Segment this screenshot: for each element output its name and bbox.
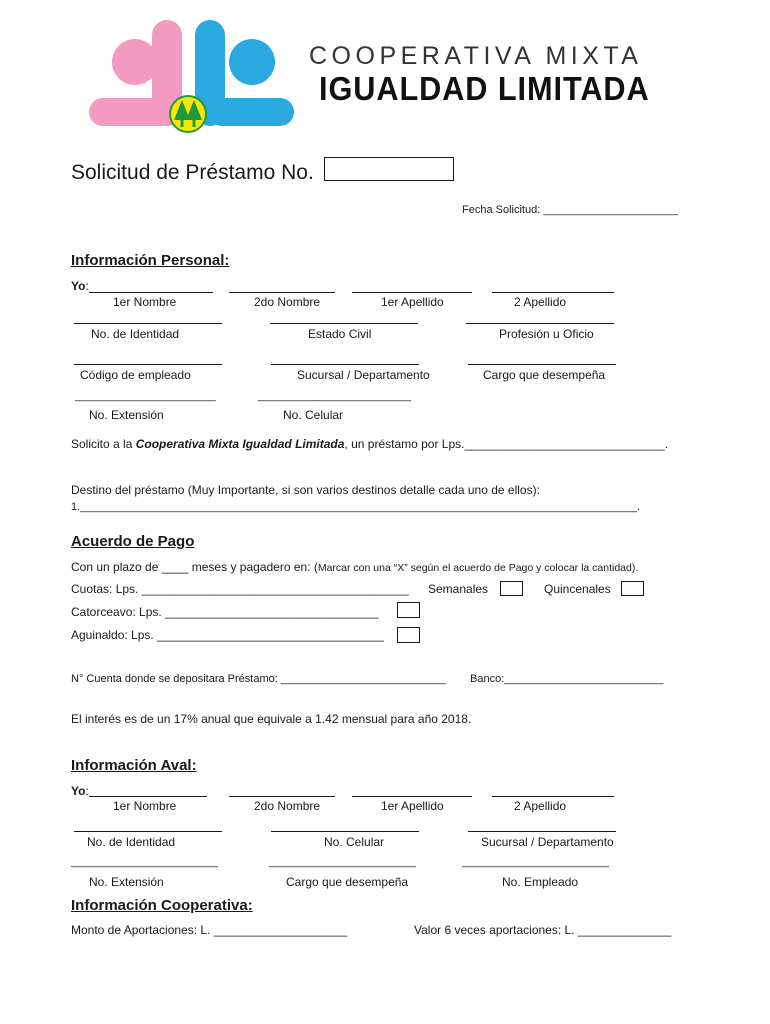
request-date-field[interactable]: Fecha Solicitud: ______________________ [462,204,678,216]
six-times-contributions-field[interactable]: Valor 6 veces aportaciones: L. ______________ [414,923,672,937]
weekly-checkbox[interactable] [500,581,523,596]
guarantor-label-extension: No. Extensión [89,875,164,889]
guarantor-yo-label: Yo: [71,784,89,798]
loan-purpose-label: Destino del préstamo (Muy Importante, si son varios destinos detalle cada uno de ellos): [71,483,540,497]
guarantor-label-first-surname: 1er Apellido [381,799,444,813]
deposit-account-field[interactable]: N° Cuenta donde se depositara Préstamo: ___________________________ [71,673,447,685]
employee-code-line[interactable] [74,364,222,365]
weekly-label: Semanales [428,582,489,596]
cellphone-line[interactable]: _________________________ [258,390,411,402]
section-heading-cooperative: Información Cooperativa: [71,897,253,914]
guarantor-label-cellphone: No. Celular [324,835,385,849]
second-name-line[interactable] [229,292,335,293]
loan-number-field[interactable] [324,157,454,181]
guarantor-employee-number-line[interactable]: ________________________ [462,856,609,868]
guarantor-branch-line[interactable] [468,831,616,832]
installments-field[interactable]: Cuotas: Lps. ________________________________________ [71,582,409,596]
brand-name-line1: COOPERATIVA MIXTA [309,42,643,70]
guarantor-first-name-line[interactable] [89,796,207,797]
guarantor-extension-line[interactable]: ________________________ [71,856,218,868]
first-name-line[interactable] [89,292,213,293]
bank-field[interactable]: Banco:__________________________ [470,673,664,685]
label-employee-code: Código de empleado [80,368,191,382]
guarantor-label-branch: Sucursal / Departamento [481,835,614,849]
label-second-name: 2do Nombre [254,295,321,309]
fourteenth-salary-field[interactable]: Catorceavo: Lps. ________________________________ [71,605,379,619]
label-cellphone: No. Celular [283,408,344,422]
identity-line[interactable] [74,323,222,324]
logo-pink-figure [89,20,182,126]
extension-line[interactable]: _______________________ [75,390,216,402]
civil-status-line[interactable] [270,323,418,324]
christmas-bonus-checkbox[interactable] [397,627,420,643]
biweekly-checkbox[interactable] [621,581,644,596]
guarantor-label-second-name: 2do Nombre [254,799,321,813]
fourteenth-salary-checkbox[interactable] [397,602,420,618]
guarantor-label-employee-number: No. Empleado [502,875,579,889]
cooperative-logo [88,16,298,136]
contributions-amount-field[interactable]: Monto de Aportaciones: L. ____________________ [71,923,348,937]
christmas-bonus-field[interactable]: Aguinaldo: Lps. __________________________________ [71,628,384,642]
logo-blue-figure [195,20,294,126]
position-line[interactable] [468,364,616,365]
label-position: Cargo que desempeña [483,368,606,382]
guarantor-identity-line[interactable] [74,831,222,832]
guarantor-cellphone-line[interactable] [271,831,419,832]
yo-label: Yo: [71,279,89,293]
label-identity: No. de Identidad [91,327,180,341]
guarantor-label-position: Cargo que desempeña [286,875,409,889]
label-first-name: 1er Nombre [113,295,177,309]
guarantor-position-line[interactable]: ________________________ [269,856,416,868]
first-surname-line[interactable] [352,292,472,293]
label-first-surname: 1er Apellido [381,295,444,309]
label-civil-status: Estado Civil [308,327,372,341]
loan-request-statement[interactable]: Solicito a la Cooperativa Mixta Igualdad Limitada, un préstamo por Lps.______________________________. [71,437,669,451]
section-heading-personal: Información Personal: [71,252,230,269]
guarantor-label-second-surname: 2 Apellido [514,799,567,813]
brand-name-line2: IGUALDAD LIMITADA [319,70,650,107]
guarantor-first-surname-line[interactable] [352,796,472,797]
second-surname-line[interactable] [492,292,614,293]
label-profession: Profesión u Oficio [499,327,594,341]
label-branch: Sucursal / Departamento [297,368,430,382]
guarantor-label-first-name: 1er Nombre [113,799,177,813]
biweekly-label: Quincenales [544,582,611,596]
page-title: Solicitud de Préstamo No. [71,161,314,184]
section-heading-guarantor: Información Aval: [71,757,197,774]
branch-line[interactable] [271,364,419,365]
loan-purpose-line[interactable]: 1.___________________________________________________________________________________________. [71,501,640,513]
pine-trees-icon [170,96,206,132]
section-heading-payment: Acuerdo de Pago [71,533,195,550]
guarantor-second-name-line[interactable] [229,796,335,797]
interest-rate-statement: El interés es de un 17% anual que equivale a 1.42 mensual para año 2018. [71,712,472,726]
label-second-surname: 2 Apellido [514,295,567,309]
payment-term[interactable]: Con un plazo de ____ meses y pagadero en: (Marcar con una “X” según el acuerdo de Pago y colocar la cantidad). [71,560,639,574]
profession-line[interactable] [466,323,614,324]
guarantor-second-surname-line[interactable] [492,796,614,797]
guarantor-label-identity: No. de Identidad [87,835,176,849]
label-extension: No. Extensión [89,408,164,422]
